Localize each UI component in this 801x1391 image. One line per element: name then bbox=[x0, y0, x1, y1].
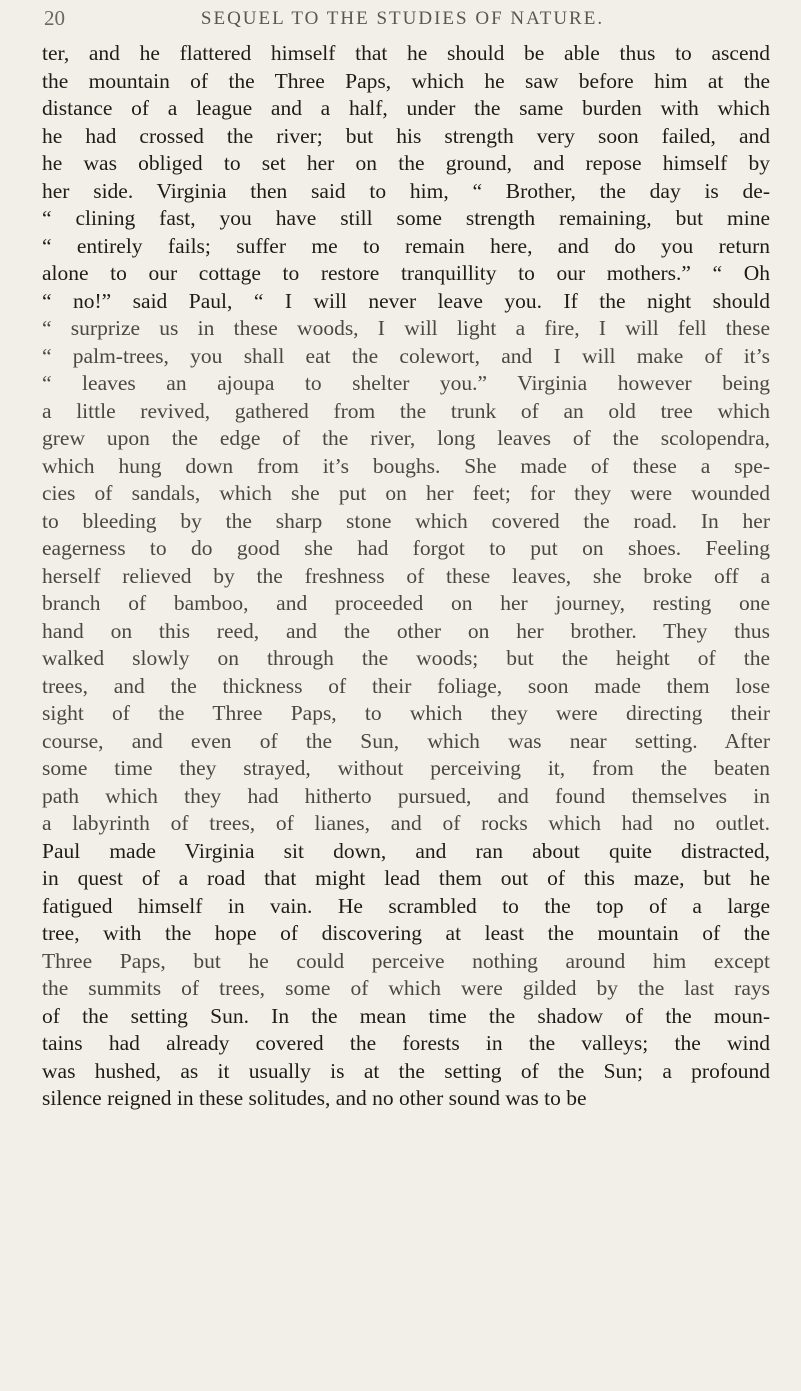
text-line: Paul made Virginia sit down, and ran about quite distracted, bbox=[42, 838, 770, 863]
text-line: was hushed, as it usually is at the setting of the Sun; a profound bbox=[42, 1058, 770, 1083]
text-line: he had crossed the river; but his strength very soon failed, and bbox=[42, 123, 770, 148]
text-line: eagerness to do good she had forgot to put on shoes. Feeling bbox=[42, 536, 770, 560]
text-line: her side. Virginia then said to him, “ Brother, the day is de- bbox=[42, 178, 770, 203]
text-line: trees, and the thickness of their foliage, soon made them lose bbox=[42, 673, 770, 698]
text-line: some time they strayed, without perceiving it, from the beaten bbox=[42, 756, 770, 780]
text-line: hand on this reed, and the other on her brother. They thus bbox=[42, 618, 770, 643]
text-line: in quest of a road that might lead them out of this maze, but he bbox=[42, 866, 770, 890]
text-line: of the setting Sun. In the mean time the shadow of the moun- bbox=[42, 1003, 770, 1028]
text-line: silence reigned in these solitudes, and no other sound was to be bbox=[42, 1086, 587, 1110]
text-line: walked slowly on through the woods; but the height of the bbox=[42, 646, 770, 670]
text-line: tains had already covered the forests in the valleys; the wind bbox=[42, 1031, 770, 1055]
text-line: ter, and he flattered himself that he should be able thus to ascend bbox=[42, 41, 770, 65]
text-line: he was obliged to set her on the ground, and repose himself by bbox=[42, 151, 770, 175]
text-line: “ leaves an ajoupa to shelter you.” Virginia however being bbox=[42, 371, 770, 395]
page-header bbox=[44, 6, 761, 36]
text-line: alone to our cottage to restore tranquillity to our mothers.” “ Oh bbox=[42, 261, 770, 285]
running-head: SEQUEL TO THE STUDIES OF NATURE. bbox=[200, 8, 605, 29]
text-line: a labyrinth of trees, of lianes, and of rocks which had no outlet. bbox=[42, 811, 770, 835]
text-line: herself relieved by the freshness of these leaves, she broke off a bbox=[42, 563, 770, 588]
body-text bbox=[42, 40, 770, 1113]
text-line: distance of a league and a half, under the same burden with which bbox=[42, 96, 770, 120]
text-line: path which they had hitherto pursued, and found themselves in bbox=[42, 783, 770, 808]
text-line: Three Paps, but he could perceive nothing around him except bbox=[42, 948, 770, 973]
text-line: grew upon the edge of the river, long leaves of the scolopendra, bbox=[42, 426, 770, 450]
text-line: branch of bamboo, and proceeded on her journey, resting one bbox=[42, 591, 770, 615]
text-line: fatigued himself in vain. He scrambled to the top of a large bbox=[42, 893, 770, 918]
text-line: cies of sandals, which she put on her feet; for they were wounded bbox=[42, 481, 770, 505]
text-line: “ palm-trees, you shall eat the colewort, and I will make of it’s bbox=[42, 343, 770, 368]
text-line: a little revived, gathered from the trunk of an old tree which bbox=[42, 398, 770, 423]
text-line: course, and even of the Sun, which was near setting. After bbox=[42, 728, 770, 753]
text-line: the summits of trees, some of which were gilded by the last rays bbox=[42, 976, 770, 1000]
text-line: “ surprize us in these woods, I will light a fire, I will fell these bbox=[42, 316, 770, 340]
text-line: tree, with the hope of discovering at least the mountain of the bbox=[42, 921, 770, 945]
page-number: 20 bbox=[44, 6, 65, 30]
text-line: to bleeding by the sharp stone which covered the road. In her bbox=[42, 508, 770, 533]
text-line: “ entirely fails; suffer me to remain here, and do you return bbox=[42, 233, 770, 258]
text-line: which hung down from it’s boughs. She made of these a spe- bbox=[42, 453, 770, 478]
text-line: “ no!” said Paul, “ I will never leave you. If the night should bbox=[42, 288, 770, 313]
text-line: the mountain of the Three Paps, which he saw before him at the bbox=[42, 68, 770, 93]
text-line: sight of the Three Paps, to which they were directing their bbox=[42, 701, 770, 725]
text-line: “ clining fast, you have still some strength remaining, but mine bbox=[42, 206, 770, 230]
